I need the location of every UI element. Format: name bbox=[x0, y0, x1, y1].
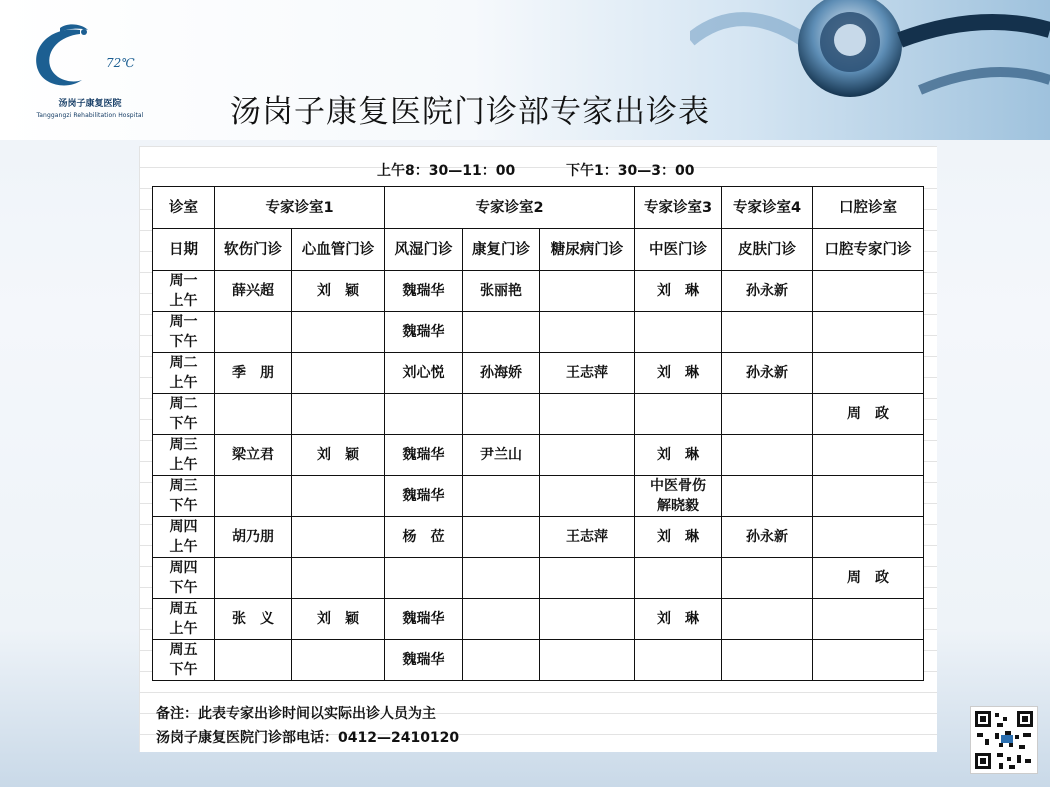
doctor-name: 魏瑞华 bbox=[402, 652, 445, 668]
doctor-cell bbox=[813, 640, 924, 681]
clinic-header: 康复门诊 bbox=[463, 229, 540, 271]
clinic-header: 口腔专家门诊 bbox=[813, 229, 924, 271]
doctor-cell bbox=[215, 394, 292, 435]
day-label: 周三 下午 bbox=[169, 478, 198, 514]
day-cell bbox=[153, 271, 215, 312]
doctor-cell bbox=[292, 517, 385, 558]
doctor-cell bbox=[540, 599, 635, 640]
clinic-header: 风湿门诊 bbox=[385, 229, 463, 271]
doctor-cell bbox=[813, 435, 924, 476]
doctor-name: 胡乃朋 bbox=[232, 529, 274, 545]
doctor-cell bbox=[540, 271, 635, 312]
doctor-cell bbox=[385, 312, 463, 353]
doctor-cell bbox=[813, 271, 924, 312]
doctor-cell bbox=[463, 312, 540, 353]
day-cell bbox=[153, 312, 215, 353]
doctor-name: 刘 琳 bbox=[657, 283, 699, 299]
room-header: 口腔诊室 bbox=[813, 187, 924, 229]
doctor-cell bbox=[540, 640, 635, 681]
doctor-name: 梁立君 bbox=[232, 447, 274, 463]
doctor-cell bbox=[292, 476, 385, 517]
doctor-name: 魏瑞华 bbox=[402, 283, 445, 299]
doctor-cell bbox=[215, 558, 292, 599]
doctor-cell bbox=[385, 271, 463, 312]
doctor-name: 薛兴超 bbox=[232, 283, 274, 299]
doctor-name: 刘 颖 bbox=[317, 283, 359, 299]
doctor-cell bbox=[385, 435, 463, 476]
doctor-cell bbox=[215, 312, 292, 353]
schedule-row bbox=[153, 394, 924, 435]
logo-number: 72℃ bbox=[106, 56, 135, 70]
doctor-name: 孙永新 bbox=[746, 283, 788, 299]
doctor-cell bbox=[215, 353, 292, 394]
doctor-name: 杨 莅 bbox=[402, 529, 445, 545]
doctor-cell bbox=[635, 517, 722, 558]
doctor-name: 刘心悦 bbox=[402, 365, 445, 381]
doctor-cell bbox=[215, 599, 292, 640]
doctor-cell bbox=[813, 558, 924, 599]
doctor-cell bbox=[385, 558, 463, 599]
doctor-cell bbox=[635, 558, 722, 599]
doctor-cell bbox=[540, 312, 635, 353]
doctor-cell bbox=[722, 640, 813, 681]
clinic-header: 中医门诊 bbox=[635, 229, 722, 271]
doctor-cell bbox=[540, 353, 635, 394]
doctor-cell bbox=[722, 435, 813, 476]
doctor-cell bbox=[385, 476, 463, 517]
logo-name-en: Tanggangzi Rehabilitation Hospital bbox=[36, 112, 144, 119]
doctor-cell bbox=[635, 271, 722, 312]
logo-swirl-icon bbox=[20, 18, 120, 98]
doctor-cell bbox=[635, 353, 722, 394]
doctor-cell bbox=[722, 394, 813, 435]
day-cell bbox=[153, 435, 215, 476]
doctor-cell bbox=[463, 599, 540, 640]
doctor-name: 王志萍 bbox=[566, 365, 608, 381]
schedule-row bbox=[153, 599, 924, 640]
doctor-cell bbox=[813, 312, 924, 353]
schedule-row bbox=[153, 640, 924, 681]
doctor-cell bbox=[292, 640, 385, 681]
doctor-cell bbox=[463, 558, 540, 599]
doctor-cell bbox=[292, 558, 385, 599]
doctor-cell bbox=[635, 640, 722, 681]
day-label: 周五 上午 bbox=[169, 601, 198, 637]
doctor-name: 尹兰山 bbox=[480, 447, 522, 463]
page-title: 汤岗子康复医院门诊部专家出诊表 bbox=[230, 94, 710, 130]
doctor-cell bbox=[635, 476, 722, 517]
room-header: 专家诊室3 bbox=[635, 187, 722, 229]
schedule-row bbox=[153, 517, 924, 558]
doctor-cell bbox=[722, 476, 813, 517]
doctor-cell bbox=[540, 476, 635, 517]
doctor-name: 张 义 bbox=[232, 611, 274, 627]
stethoscope-image bbox=[690, 0, 1050, 140]
doctor-cell bbox=[813, 353, 924, 394]
doctor-cell bbox=[385, 517, 463, 558]
doctor-name: 魏瑞华 bbox=[402, 447, 445, 463]
footnote: 备注：此表专家出诊时间以实际出诊人员为主 bbox=[156, 706, 436, 722]
phone-number: 汤岗子康复医院门诊部电话：0412—2410120 bbox=[156, 730, 460, 746]
doctor-name: 孙永新 bbox=[746, 365, 788, 381]
clinic-header: 心血管门诊 bbox=[292, 229, 385, 271]
doctor-name: 刘 颖 bbox=[317, 447, 359, 463]
doctor-cell bbox=[215, 640, 292, 681]
room-label: 诊室 bbox=[153, 187, 215, 229]
day-cell bbox=[153, 558, 215, 599]
doctor-name: 季 朋 bbox=[232, 365, 274, 381]
doctor-name: 王志萍 bbox=[566, 529, 608, 545]
doctor-name: 张丽艳 bbox=[480, 283, 522, 299]
schedule-row bbox=[153, 558, 924, 599]
doctor-cell bbox=[635, 394, 722, 435]
doctor-cell bbox=[722, 353, 813, 394]
doctor-cell bbox=[215, 476, 292, 517]
doctor-cell bbox=[540, 558, 635, 599]
day-cell bbox=[153, 640, 215, 681]
doctor-cell bbox=[463, 353, 540, 394]
doctor-name: 孙永新 bbox=[746, 529, 788, 545]
doctor-cell bbox=[292, 271, 385, 312]
day-label: 周一 下午 bbox=[169, 314, 198, 350]
day-label: 周五 下午 bbox=[169, 642, 198, 678]
schedule-body bbox=[153, 271, 924, 681]
logo-text bbox=[20, 98, 160, 122]
clinic-header: 软伤门诊 bbox=[215, 229, 292, 271]
day-cell bbox=[153, 599, 215, 640]
clinic-header: 糖尿病门诊 bbox=[540, 229, 635, 271]
clinic-header-row bbox=[153, 229, 924, 271]
doctor-name: 刘 琳 bbox=[657, 365, 699, 381]
doctor-cell bbox=[635, 599, 722, 640]
doctor-cell bbox=[813, 517, 924, 558]
doctor-cell bbox=[215, 271, 292, 312]
doctor-cell bbox=[292, 394, 385, 435]
doctor-cell bbox=[813, 599, 924, 640]
doctor-cell bbox=[463, 271, 540, 312]
doctor-name: 孙海娇 bbox=[480, 365, 522, 381]
doctor-cell bbox=[722, 558, 813, 599]
afternoon-hours: 下午1：30—3：00 bbox=[566, 163, 695, 179]
doctor-cell bbox=[292, 353, 385, 394]
doctor-cell bbox=[540, 394, 635, 435]
schedule-row bbox=[153, 353, 924, 394]
day-cell bbox=[153, 394, 215, 435]
doctor-cell bbox=[463, 640, 540, 681]
clinic-header: 皮肤门诊 bbox=[722, 229, 813, 271]
qr-code-icon bbox=[970, 706, 1038, 774]
doctor-cell bbox=[463, 476, 540, 517]
morning-hours: 上午8：30—11：00 bbox=[377, 163, 516, 179]
day-label: 周四 上午 bbox=[169, 519, 198, 555]
doctor-cell bbox=[292, 312, 385, 353]
doctor-cell bbox=[722, 312, 813, 353]
doctor-cell bbox=[215, 435, 292, 476]
doctor-cell bbox=[722, 517, 813, 558]
doctor-name: 中医骨伤 解晓毅 bbox=[650, 478, 706, 514]
day-label: 周二 上午 bbox=[169, 355, 198, 391]
room-header: 专家诊室4 bbox=[722, 187, 813, 229]
clinic-hours bbox=[139, 160, 937, 182]
date-label: 日期 bbox=[153, 229, 215, 271]
doctor-cell bbox=[463, 435, 540, 476]
day-cell bbox=[153, 476, 215, 517]
day-cell bbox=[153, 517, 215, 558]
doctor-name: 刘 颖 bbox=[317, 611, 359, 627]
doctor-name: 周 政 bbox=[847, 570, 889, 586]
day-label: 周四 下午 bbox=[169, 560, 198, 596]
doctor-name: 刘 琳 bbox=[657, 529, 699, 545]
doctor-cell bbox=[635, 312, 722, 353]
doctor-cell bbox=[540, 517, 635, 558]
schedule-row bbox=[153, 476, 924, 517]
doctor-cell bbox=[463, 517, 540, 558]
doctor-cell bbox=[385, 599, 463, 640]
doctor-cell bbox=[385, 394, 463, 435]
doctor-cell bbox=[292, 599, 385, 640]
room-header-row bbox=[153, 187, 924, 229]
doctor-cell bbox=[635, 435, 722, 476]
day-label: 周二 下午 bbox=[169, 396, 198, 432]
doctor-cell bbox=[540, 435, 635, 476]
doctor-name: 刘 琳 bbox=[657, 447, 699, 463]
doctor-cell bbox=[385, 640, 463, 681]
schedule-row bbox=[153, 312, 924, 353]
doctor-cell bbox=[463, 394, 540, 435]
day-label: 周一 上午 bbox=[169, 273, 198, 309]
day-cell bbox=[153, 353, 215, 394]
schedule-row bbox=[153, 435, 924, 476]
doctor-cell bbox=[215, 517, 292, 558]
doctor-cell bbox=[385, 353, 463, 394]
schedule-row bbox=[153, 271, 924, 312]
doctor-name: 刘 琳 bbox=[657, 611, 699, 627]
doctor-cell bbox=[813, 394, 924, 435]
doctor-name: 周 政 bbox=[847, 406, 889, 422]
doctor-cell bbox=[722, 599, 813, 640]
logo-name-cn: 汤岗子康复医院 bbox=[58, 99, 122, 109]
day-label: 周三 上午 bbox=[169, 437, 198, 473]
doctor-name: 魏瑞华 bbox=[402, 488, 445, 504]
doctor-cell bbox=[813, 476, 924, 517]
doctor-cell bbox=[292, 435, 385, 476]
room-header: 专家诊室2 bbox=[385, 187, 635, 229]
room-header: 专家诊室1 bbox=[215, 187, 385, 229]
hospital-logo bbox=[20, 18, 144, 128]
doctor-name: 魏瑞华 bbox=[402, 611, 445, 627]
schedule-table bbox=[152, 186, 924, 681]
doctor-cell bbox=[722, 271, 813, 312]
doctor-name: 魏瑞华 bbox=[402, 324, 445, 340]
